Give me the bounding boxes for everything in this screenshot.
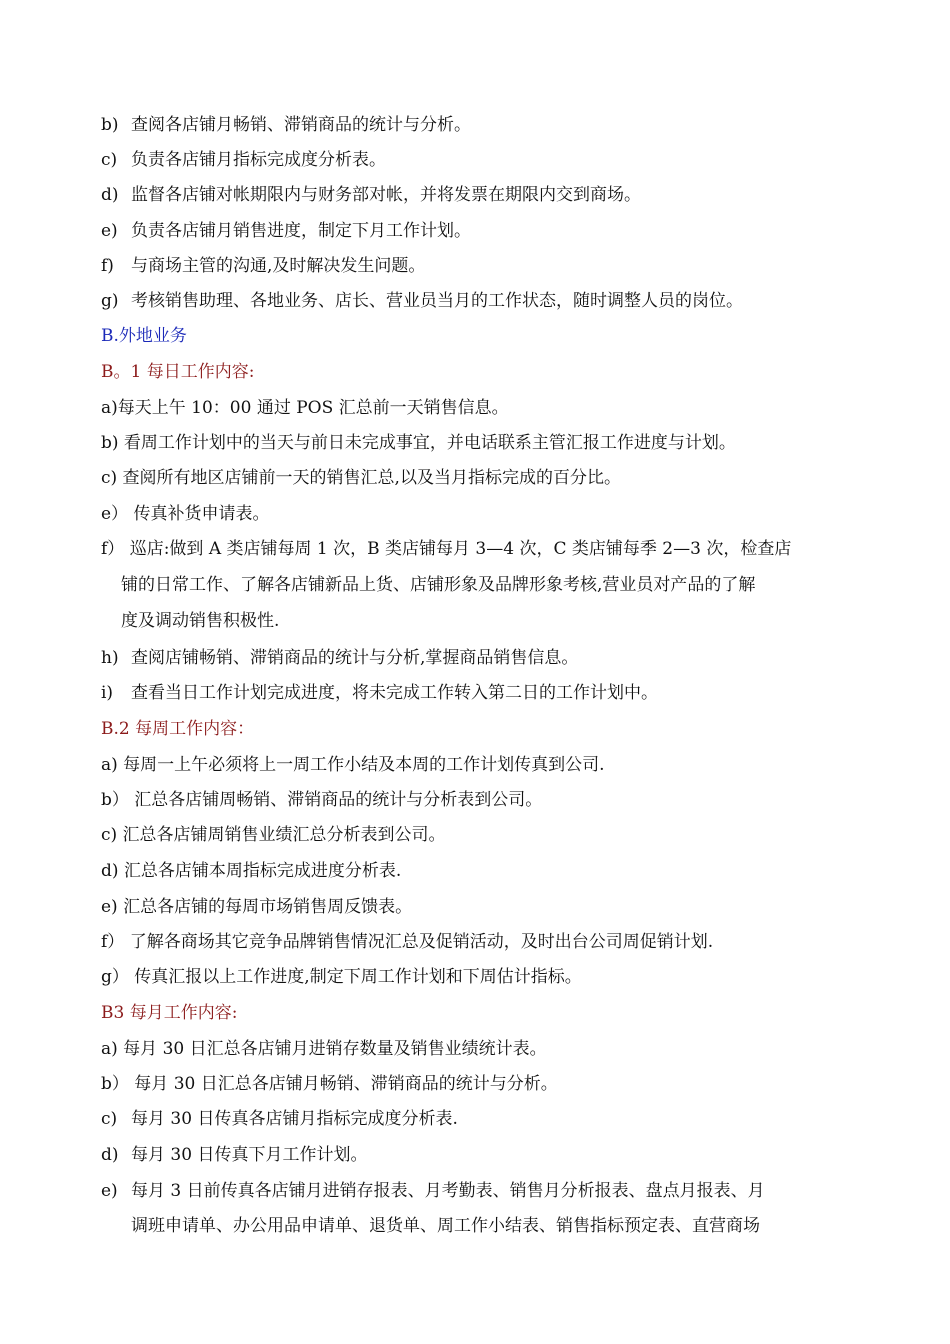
list-marker: g) bbox=[101, 291, 119, 311]
list-item-continuation: 铺的日常工作、了解各店铺新品上货、店铺形象及品牌形象考核,营业员对产品的了解 bbox=[121, 575, 756, 595]
list-item bbox=[101, 682, 658, 704]
list-marker: i) bbox=[101, 683, 114, 703]
list-item bbox=[101, 184, 641, 206]
list-marker: h) bbox=[101, 648, 119, 668]
list-marker: e) bbox=[101, 221, 118, 241]
section-heading: B.外地业务 bbox=[101, 326, 187, 346]
list-item bbox=[101, 1180, 765, 1202]
list-item-text: 每月 30 日传真下月工作计划。 bbox=[131, 1145, 368, 1165]
list-item-continuation: 调班申请单、办公用品申请单、退货单、周工作小结表、销售指标预定表、直营商场 bbox=[131, 1216, 760, 1236]
subsection-heading: B。1 每日工作内容: bbox=[101, 362, 255, 382]
list-marker: c) bbox=[101, 150, 118, 170]
list-item: b） 每月 30 日汇总各店铺月畅销、滞销商品的统计与分析。 bbox=[101, 1074, 558, 1094]
list-item: f） 了解各商场其它竞争品牌销售情况汇总及促销活动，及时出台公司周促销计划. bbox=[101, 932, 714, 952]
list-marker: d) bbox=[101, 185, 119, 205]
list-item-text: 查阅店铺畅销、滞销商品的统计与分析,掌握商品销售信息。 bbox=[131, 648, 579, 668]
list-marker: b) bbox=[101, 115, 119, 135]
list-item bbox=[101, 149, 386, 171]
list-item: c) 汇总各店铺周销售业绩汇总分析表到公司。 bbox=[101, 825, 446, 845]
list-marker: f) bbox=[101, 256, 114, 276]
list-item-text: 与商场主管的沟通,及时解决发生问题。 bbox=[131, 256, 426, 276]
list-marker: d) bbox=[101, 1145, 119, 1165]
list-item bbox=[101, 114, 471, 136]
list-item: b) 看周工作计划中的当天与前日未完成事宜，并电话联系主管汇报工作进度与计划。 bbox=[101, 433, 736, 453]
list-item bbox=[101, 255, 425, 277]
list-item bbox=[101, 1108, 458, 1130]
list-item: a)每天上午 10：00 通过 POS 汇总前一天销售信息。 bbox=[101, 398, 509, 418]
list-item-text: 每月 3 日前传真各店铺月进销存报表、月考勤表、销售月分析报表、盘点月报表、月 bbox=[131, 1181, 765, 1201]
list-item bbox=[101, 647, 578, 669]
list-item: c) 查阅所有地区店铺前一天的销售汇总,以及当月指标完成的百分比。 bbox=[101, 468, 621, 488]
list-item-text: 每月 30 日传真各店铺月指标完成度分析表. bbox=[131, 1109, 458, 1129]
list-marker: e) bbox=[101, 1181, 118, 1201]
list-item-text: 考核销售助理、各地业务、店长、营业员当月的工作状态，随时调整人员的岗位。 bbox=[131, 291, 743, 311]
list-item: g） 传真汇报以上工作进度,制定下周工作计划和下周估计指标。 bbox=[101, 967, 582, 987]
list-item: a) 每月 30 日汇总各店铺月进销存数量及销售业绩统计表。 bbox=[101, 1039, 547, 1059]
subsection-heading: B.2 每周工作内容： bbox=[101, 719, 255, 739]
list-item-text: 查看当日工作计划完成进度，将未完成工作转入第二日的工作计划中。 bbox=[131, 683, 658, 703]
list-item bbox=[101, 290, 743, 312]
list-item-text: 查阅各店铺月畅销、滞销商品的统计与分析。 bbox=[131, 115, 471, 135]
list-item: f） 巡店:做到 A 类店铺每周 1 次，B 类店铺每月 3—4 次，C 类店铺每季 2—3 次，检查店 bbox=[101, 539, 792, 559]
list-item: b） 汇总各店铺周畅销、滞销商品的统计与分析表到公司。 bbox=[101, 790, 543, 810]
list-item: e) 汇总各店铺的每周市场销售周反馈表。 bbox=[101, 897, 413, 917]
list-item: e） 传真补货申请表。 bbox=[101, 504, 270, 524]
list-marker: c) bbox=[101, 1109, 118, 1129]
list-item bbox=[101, 1144, 367, 1166]
list-item-continuation: 度及调动销售积极性. bbox=[121, 611, 280, 631]
list-item-text: 负责各店铺月指标完成度分析表。 bbox=[131, 150, 386, 170]
list-item: a) 每周一上午必须将上一周工作小结及本周的工作计划传真到公司. bbox=[101, 755, 605, 775]
list-item bbox=[101, 220, 471, 242]
list-item-text: 监督各店铺对帐期限内与财务部对帐，并将发票在期限内交到商场。 bbox=[131, 185, 641, 205]
list-item: d) 汇总各店铺本周指标完成进度分析表. bbox=[101, 861, 402, 881]
list-item-text: 负责各店铺月销售进度，制定下月工作计划。 bbox=[131, 221, 471, 241]
subsection-heading: B3 每月工作内容: bbox=[101, 1003, 238, 1023]
